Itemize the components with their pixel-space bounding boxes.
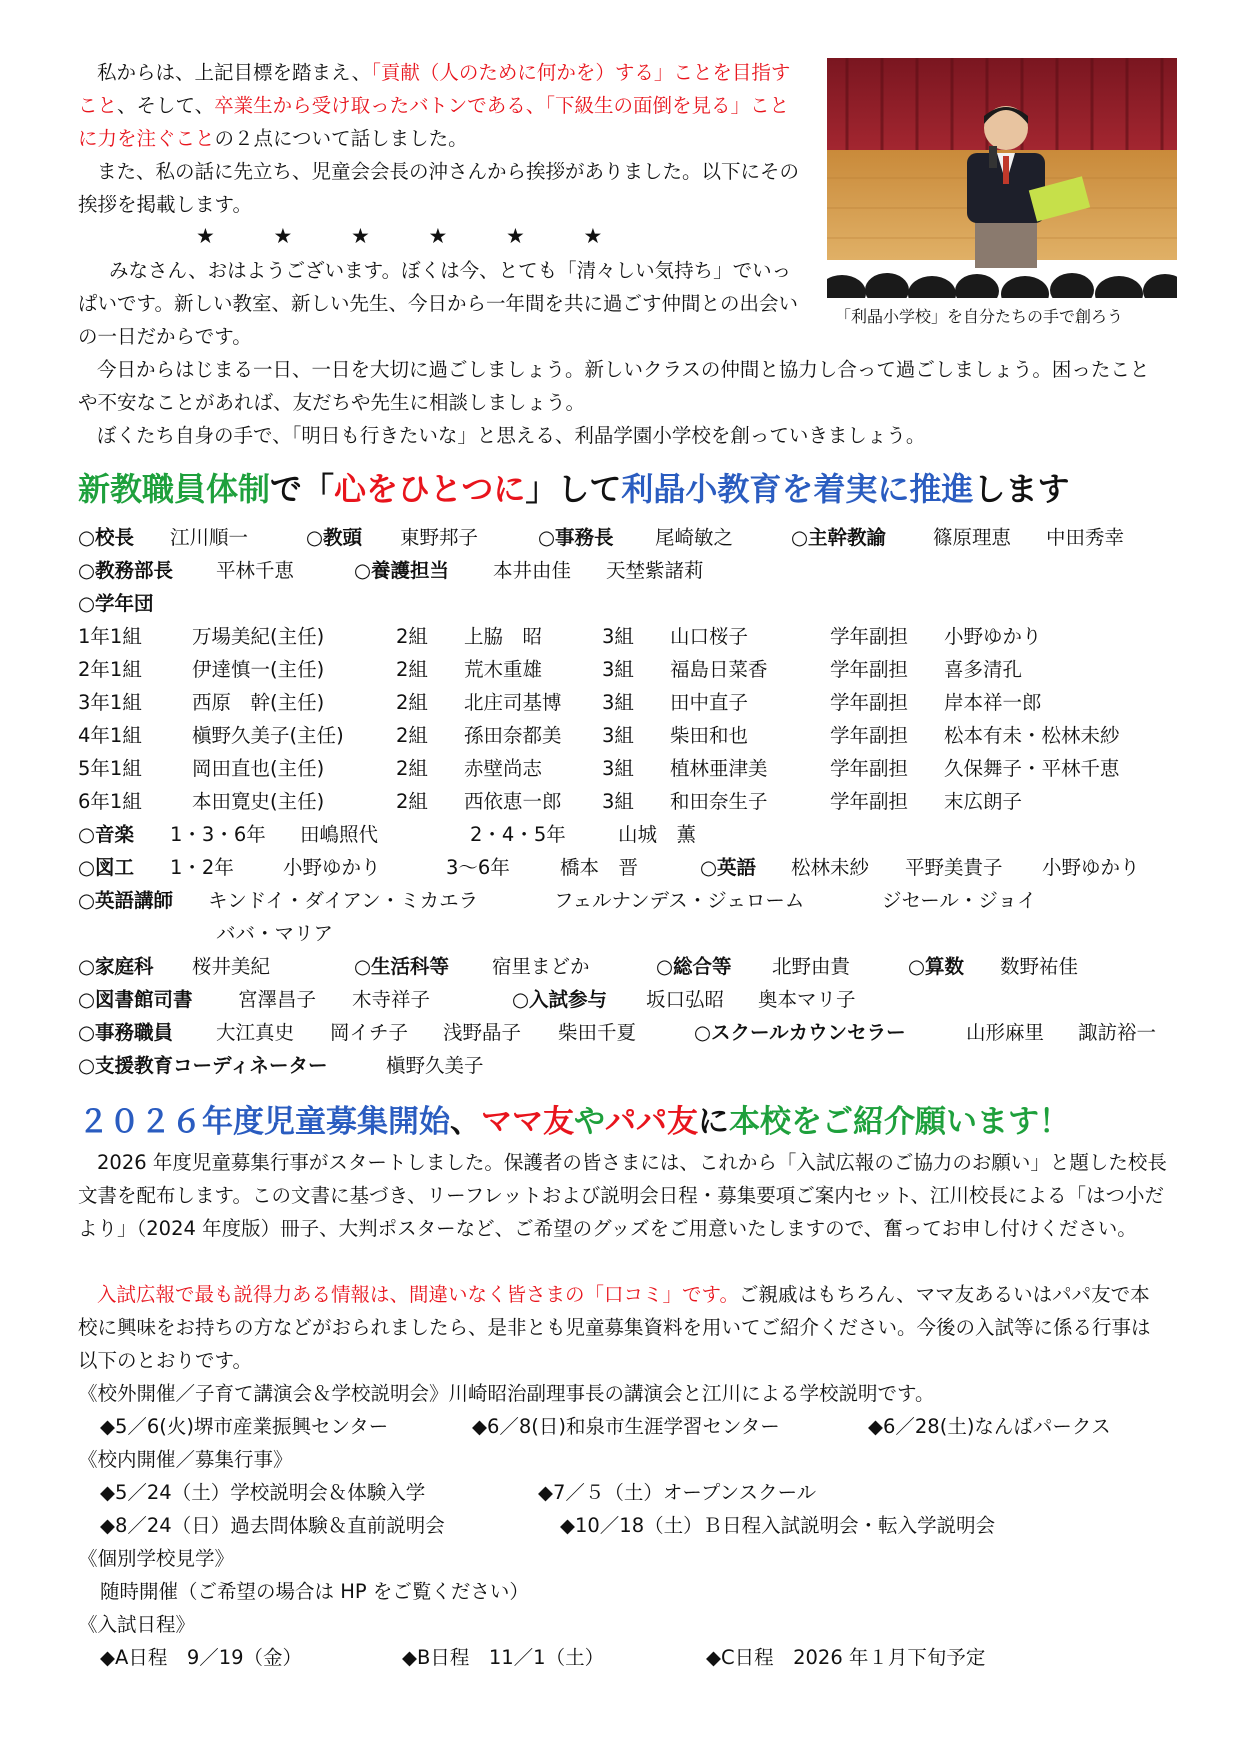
staff-name: 平野美貴子 — [905, 856, 1003, 879]
staff-name: 赤壁尚志 — [464, 757, 543, 780]
staff-name: 浅野晶子 — [443, 1021, 522, 1044]
staff-name: 小野ゆかり — [1042, 856, 1140, 879]
heading-part: パパ友 — [605, 1104, 698, 1140]
class-label: 3組 — [602, 691, 634, 714]
staff-row-office — [78, 1016, 1178, 1049]
exam-schedule — [78, 1641, 1178, 1674]
class-label: 5年1組 — [78, 757, 142, 780]
staff-name: 小野ゆかり — [283, 856, 381, 879]
class-label: 2組 — [396, 790, 428, 813]
visit-text-row — [78, 1575, 1178, 1608]
staff-name: 数野祐佳 — [1000, 955, 1079, 978]
staff-name: 西原 幹(主任) — [192, 691, 325, 714]
heading-part: 、 — [450, 1104, 481, 1140]
staff-name: 松本有未・松林未紗 — [944, 724, 1120, 747]
role-label: ○生活科等 — [354, 955, 450, 978]
role-label: ○校長 — [78, 526, 135, 549]
internal-events-1 — [78, 1476, 1178, 1509]
heading-part: 心をひとつに — [334, 470, 526, 508]
class-label: 2年1組 — [78, 658, 142, 681]
staff-name: 本井由佳 — [493, 559, 572, 582]
staff-name: 松林未紗 — [791, 856, 870, 879]
role-label: ○算数 — [908, 955, 965, 978]
staff-name: 西依恵一郎 — [464, 790, 562, 813]
staff-name: 本田寛史(主任) — [192, 790, 325, 813]
heading-part: や — [574, 1104, 605, 1140]
staff-name: 諏訪裕一 — [1078, 1021, 1157, 1044]
staff-name: 桜井美紀 — [192, 955, 271, 978]
class-label: 学年副担 — [830, 790, 909, 813]
class-label: 3年1組 — [78, 691, 142, 714]
external-events-title: 《校外開催／子育て講演会＆学校説明会》川崎昭治副理事長の講演会と江川による学校説明です。 — [78, 1382, 935, 1405]
staff-row-music — [78, 818, 1178, 851]
staff-name: 北野由貴 — [772, 955, 851, 978]
role-label: ○教頭 — [306, 526, 363, 549]
class-label: 学年副担 — [830, 757, 909, 780]
staff-name: 植林亜津美 — [670, 757, 768, 780]
staff-name: キンドイ・ダイアン・ミカエラ — [208, 889, 479, 912]
event-item: ◆8／24（日）過去問体験＆直前説明会 — [100, 1514, 445, 1537]
staff-row-art — [78, 851, 1178, 884]
greeting-paragraph-1: みなさん、おはようございます。ぼくは今、とても「清々しい気持ち」でいっぱいです。新しい教室、新しい先生、今日から一年間を共に過ごす仲間との出会いの一日だからです。 — [78, 259, 798, 348]
role-label: ○事務長 — [538, 526, 614, 549]
internal-events-2 — [78, 1509, 1178, 1542]
staff-name: 大江真史 — [216, 1021, 295, 1044]
staff-name: 末広朗子 — [944, 790, 1023, 813]
intro-paragraph-2: また、私の話に先立ち、児童会会長の沖さんから挨拶がありました。以下にその挨拶を掲載します。 — [78, 160, 800, 216]
staff-name: 天埜紫諸莉 — [606, 559, 704, 582]
role-label: ○主幹教諭 — [791, 526, 887, 549]
class-label: 2組 — [396, 724, 428, 747]
staff-name: 宿里まどか — [492, 955, 590, 978]
staff-row-support — [78, 1049, 1178, 1082]
staff-name: 宮澤昌子 — [238, 988, 317, 1011]
star-divider: ★ ★ ★ ★ ★ ★ — [196, 224, 603, 248]
role-label: ○図工 — [78, 856, 135, 879]
grade-range: 1・2年 — [170, 856, 234, 879]
class-label: 学年副担 — [830, 691, 909, 714]
class-label: 2組 — [396, 658, 428, 681]
staff-name: 山城 薫 — [618, 823, 697, 846]
intro-emphasis-2: 卒業生から受け取ったバトンである、「下級生の面倒を見る」ことに力を注ぐこと — [78, 94, 790, 150]
grade-row-3 — [78, 686, 1178, 719]
staff-name: ジセール・ジョイ — [882, 889, 1037, 912]
heading-part: ママ友 — [481, 1104, 574, 1140]
class-label: 2組 — [396, 625, 428, 648]
staff-row-subjects — [78, 950, 1178, 983]
recruit-emphasis: 入試広報で最も説得力ある情報は、間違いなく皆さまの「口コミ」です。 — [97, 1283, 739, 1306]
ceremony-photo — [827, 58, 1177, 298]
intro-text: の２点について話しました。 — [214, 127, 468, 150]
staff-name: 孫田奈都美 — [464, 724, 562, 747]
class-label: 3組 — [602, 790, 634, 813]
staff-name: 尾崎敏之 — [655, 526, 734, 549]
event-item: ◆A日程 9／19（金） — [100, 1646, 303, 1669]
role-label: ○英語講師 — [78, 889, 174, 912]
staff-name: 伊達慎一(主任) — [192, 658, 325, 681]
event-item: ◆C日程 2026 年１月下旬予定 — [706, 1646, 986, 1669]
staff-name: 柴田千夏 — [558, 1021, 637, 1044]
intro-paragraph-1 — [78, 56, 803, 155]
visit-title: 《個別学校見学》 — [78, 1547, 235, 1570]
class-label: 1年1組 — [78, 625, 142, 648]
photo-caption: 「利晶小学校」を自分たちの手で創ろう — [835, 307, 1124, 326]
staff-row-library — [78, 983, 1178, 1016]
grade-range: 1・3・6年 — [170, 823, 266, 846]
role-label: ○図書館司書 — [78, 988, 193, 1011]
heading-part: に — [698, 1104, 729, 1140]
role-label: ○家庭科 — [78, 955, 154, 978]
event-item: ◆10／18（土）Ｂ日程入試説明会・転入学説明会 — [560, 1514, 996, 1537]
role-label: ○養護担当 — [354, 559, 450, 582]
class-label: 3組 — [602, 757, 634, 780]
role-label: ○支援教育コーディネーター — [78, 1054, 328, 1077]
heading-part: 新教職員体制 — [78, 470, 271, 508]
heading-part: ２０２６年度児童募集開始 — [78, 1104, 450, 1140]
class-label: 3組 — [602, 658, 634, 681]
intro-emphasis-1: 「貢献（人のために何かを）する」ことを目指すこと — [78, 61, 791, 117]
heading-part: 」して — [525, 470, 622, 508]
internal-events-title: 《校内開催／募集行事》 — [78, 1448, 293, 1471]
event-item: ◆6／8(日)和泉市生涯学習センター — [472, 1415, 780, 1438]
staff-name: 喜多清孔 — [944, 658, 1023, 681]
staff-name: 篠原理恵 — [933, 526, 1012, 549]
staff-name: 小野ゆかり — [944, 625, 1042, 648]
event-item: ◆7／５（土）オープンスクール — [538, 1481, 817, 1504]
recruit-text: ご親戚はもちろん、ママ友あるいはパパ友で本校に興味をお持ちの方などがおられましたら、是非とも児童募集資料を用いてご紹介ください。今後の入試等に係る行事は以下のとおりです。 — [78, 1283, 1151, 1372]
role-label: ○事務職員 — [78, 1021, 174, 1044]
staff-name: 岸本祥一郎 — [944, 691, 1042, 714]
role-label: ○音楽 — [78, 823, 135, 846]
grade-row-5 — [78, 752, 1178, 785]
staff-name: ババ・マリア — [216, 922, 334, 945]
greeting-paragraph-3: ぼくたち自身の手で、「明日も行きたいな」と思える、利晶学園小学校を創っていきましょう。 — [97, 424, 926, 447]
grade-range: 2・4・5年 — [470, 823, 566, 846]
intro-text: 私からは、上記目標を踏まえ、 — [97, 61, 372, 84]
staff-row-academic — [78, 554, 1178, 587]
staff-row-english-lecturers-2 — [78, 917, 1178, 950]
class-label: 学年副担 — [830, 724, 909, 747]
external-events — [78, 1410, 1178, 1443]
class-label: 3組 — [602, 724, 634, 747]
grade-row-6 — [78, 785, 1178, 818]
staff-name: 田嶋照代 — [300, 823, 379, 846]
staff-name: 平林千恵 — [216, 559, 295, 582]
role-label: ○入試参与 — [512, 988, 608, 1011]
event-item: ◆6／28(土)なんばパークス — [868, 1415, 1111, 1438]
greeting-paragraph-2: 今日からはじまる一日、一日を大切に過ごしましょう。新しいクラスの仲間と協力し合って過ごしましょう。困ったことや不安なことがあれば、友だちや先生に相談しましょう。 — [78, 358, 1150, 414]
class-label: 2組 — [396, 757, 428, 780]
staff-name: 北庄司基博 — [464, 691, 562, 714]
staff-name: 槇野久美子 — [386, 1054, 484, 1077]
class-label: 2組 — [396, 691, 428, 714]
staff-name: 奥本マリ子 — [758, 988, 856, 1011]
class-label: 4年1組 — [78, 724, 142, 747]
heading-part: で「 — [270, 470, 335, 508]
exam-title: 《入試日程》 — [78, 1613, 196, 1636]
staff-name: 和田奈生子 — [670, 790, 768, 813]
staff-name: 橋本 晋 — [560, 856, 639, 879]
class-label: 学年副担 — [830, 658, 909, 681]
role-label: ○教務部長 — [78, 559, 174, 582]
heading-part: 利晶小教育を着実に推進 — [621, 470, 974, 508]
staff-name: 岡イチ子 — [330, 1021, 409, 1044]
staff-name: 上脇 昭 — [464, 625, 543, 648]
staff-name: 福島日菜香 — [670, 658, 768, 681]
class-label: 3組 — [602, 625, 634, 648]
class-label: 6年1組 — [78, 790, 142, 813]
gakunen-label — [78, 587, 378, 620]
staff-name: 荒木重雄 — [464, 658, 543, 681]
heading-part: します — [973, 470, 1070, 508]
class-label: 学年副担 — [830, 625, 909, 648]
staff-name: 山口桜子 — [670, 625, 749, 648]
grade-row-4 — [78, 719, 1178, 752]
recruit-paragraph-1: 2026 年度児童募集行事がスタートしました。保護者の皆さまには、これから「入試広報のご協力のお願い」と題した校長文書を配布します。この文書に基づき、リーフレットおよび説明会日程・募集要項ご案内セット、江川校長による「はつ小だより」（2024 年度版）冊子、大判ポスターなど、ご希望のグッズをご用意いたしますので、奮ってお申し付けください。 — [78, 1151, 1167, 1240]
intro-text: 、そして、 — [117, 94, 215, 117]
recruit-heading — [78, 1096, 1070, 1141]
heading-part: 本校をご紹介願います！ — [729, 1104, 1070, 1140]
event-item: ◆5／6(火)堺市産業振興センター — [100, 1415, 389, 1438]
grade-range: 3～6年 — [446, 856, 510, 879]
event-item: ◆B日程 11／1（土） — [402, 1646, 605, 1669]
recruit-paragraph-2 — [78, 1278, 1168, 1377]
staff-name: 柴田和也 — [670, 724, 749, 747]
staff-name: 万場美紀(主任) — [192, 625, 325, 648]
staff-name: フェルナンデス・ジェローム — [554, 889, 805, 912]
role-label: ○総合等 — [656, 955, 732, 978]
staff-name: 木寺祥子 — [352, 988, 431, 1011]
staff-name: 岡田直也(主任) — [192, 757, 325, 780]
staff-name: 江川順一 — [170, 526, 249, 549]
staff-name: 田中直子 — [670, 691, 749, 714]
staff-name: 槇野久美子(主任) — [192, 724, 344, 747]
grade-row-1 — [78, 620, 1178, 653]
visit-text: 随時開催（ご希望の場合は HP をご覧ください） — [100, 1580, 529, 1603]
staff-row-english-lecturers — [78, 884, 1178, 917]
staff-heading — [78, 464, 1069, 510]
staff-name: 中田秀幸 — [1046, 526, 1125, 549]
event-item: ◆5／24（土）学校説明会＆体験入学 — [100, 1481, 426, 1504]
staff-row-leadership — [78, 521, 1178, 554]
staff-name: 東野邦子 — [400, 526, 479, 549]
grade-row-2 — [78, 653, 1178, 686]
role-label: ○スクールカウンセラー — [694, 1021, 906, 1044]
role-label: ○英語 — [700, 856, 757, 879]
staff-name: 久保舞子・平林千恵 — [944, 757, 1120, 780]
student-speech-image — [827, 58, 1177, 298]
staff-name: 坂口弘昭 — [646, 988, 725, 1011]
staff-name: 山形麻里 — [966, 1021, 1045, 1044]
role-label: ○学年団 — [78, 592, 154, 615]
